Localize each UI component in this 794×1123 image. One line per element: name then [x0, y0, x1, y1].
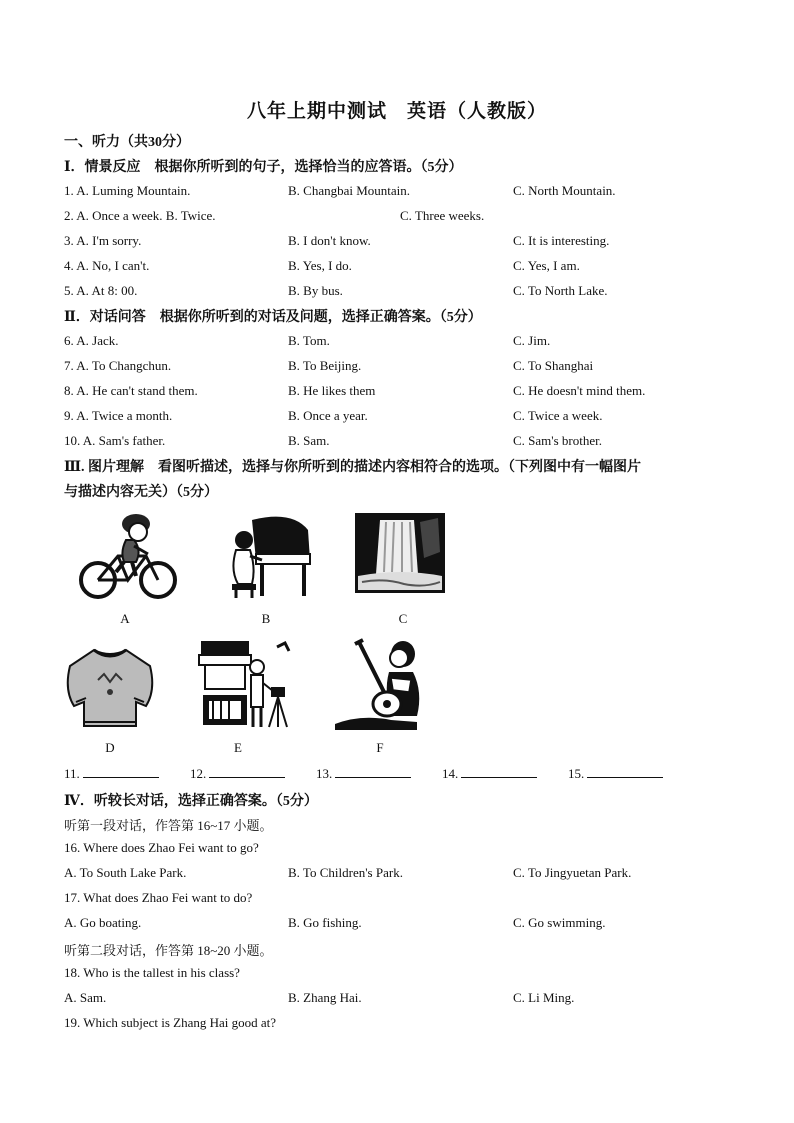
q1-option-b: B. Changbai Mountain.: [288, 183, 411, 198]
picture-label-e: E: [234, 740, 242, 755]
q18-option-a: A. Sam.: [64, 990, 107, 1005]
q7-option-c: C. To Shanghai: [513, 358, 594, 373]
section-listening-heading: 一、听力（共30分）: [64, 135, 190, 150]
picture-label-b: B: [261, 611, 271, 626]
picture-label-d: D: [105, 740, 115, 755]
q19-question: 19. Which subject is Zhang Hai good at?: [64, 1015, 277, 1030]
q16-option-b: B. To Children's Park.: [288, 865, 403, 880]
q9-option-c: C. Twice a week.: [513, 408, 603, 423]
q10-option-c: C. Sam's brother.: [513, 433, 603, 448]
q4-option-c: C. Yes, I am.: [513, 258, 580, 273]
q10-option-b: B. Sam.: [288, 433, 330, 448]
blank-11-line[interactable]: [83, 765, 159, 778]
picture-label-a: A: [120, 611, 130, 626]
q2-option-a: 2. A. Once a week. B. Twice.: [64, 208, 216, 223]
blank-14[interactable]: [442, 765, 537, 782]
q7-option-b: B. To Beijing.: [288, 358, 362, 373]
blank-14-number: 14.: [442, 766, 459, 781]
q8-option-a: 8. A. He can't stand them.: [64, 383, 198, 398]
cyclist-icon: [76, 510, 180, 602]
part4-heading: Ⅳ．听较长对话，选择正确答案。（5分）: [64, 794, 318, 809]
sweater-icon: [64, 644, 156, 730]
q16-question: 16. Where does Zhao Fei want to go?: [64, 840, 259, 855]
q1-option-a: 1. A. Luming Mountain.: [64, 183, 191, 198]
part3-heading-line2: 与描述内容无关）（5分）: [64, 485, 218, 500]
pianist-icon: [222, 510, 314, 600]
q4-option-a: 4. A. No, I can't.: [64, 258, 150, 273]
page-title: 八年上期中测试 英语（人教版）: [246, 101, 547, 122]
q2-option-c: C. Three weeks.: [400, 208, 485, 223]
q4-option-b: B. Yes, I do.: [288, 258, 352, 273]
q6-option-b: B. Tom.: [288, 333, 330, 348]
q17-option-b: B. Go fishing.: [288, 915, 362, 930]
q3-option-b: B. I don't know.: [288, 233, 371, 248]
q17-option-c: C. Go swimming.: [513, 915, 606, 930]
q6-option-c: C. Jim.: [513, 333, 551, 348]
q16-option-a: A. To South Lake Park.: [64, 865, 187, 880]
q17-question: 17. What does Zhao Fei want to do?: [64, 890, 253, 905]
picture-label-c: C: [398, 611, 408, 626]
blank-12[interactable]: [190, 765, 285, 782]
blank-15-line[interactable]: [587, 765, 663, 778]
waterfall-icon: [354, 512, 446, 594]
q18-question: 18. Who is the tallest in his class?: [64, 965, 240, 980]
q18-option-c: C. Li Ming.: [513, 990, 575, 1005]
q3-option-a: 3. A. I'm sorry.: [64, 233, 142, 248]
q5-option-a: 5. A. At 8: 00.: [64, 283, 138, 298]
blank-11-number: 11.: [64, 766, 80, 781]
dialogue1-intro: 听第一段对话，作答第 16~17 小题。: [64, 818, 273, 833]
q6-option-a: 6. A. Jack.: [64, 333, 119, 348]
q1-option-c: C. North Mountain.: [513, 183, 616, 198]
blank-13-line[interactable]: [335, 765, 411, 778]
q16-option-c: C. To Jingyuetan Park.: [513, 865, 632, 880]
part3-heading-line1: Ⅲ. 图片理解 看图听描述，选择与你所听到的描述内容相符合的选项。（下列图中有一幅图片: [64, 460, 642, 475]
dialogue2-intro: 听第二段对话，作答第 18~20 小题。: [64, 943, 273, 958]
blank-12-line[interactable]: [209, 765, 285, 778]
picture-label-f: F: [376, 740, 384, 755]
q17-option-a: A. Go boating.: [64, 915, 142, 930]
blank-15-number: 15.: [568, 766, 585, 781]
q9-option-a: 9. A. Twice a month.: [64, 408, 173, 423]
guitarist-icon: [331, 638, 427, 732]
blank-13[interactable]: [316, 765, 411, 782]
photographer-icon: [195, 637, 295, 731]
q9-option-b: B. Once a year.: [288, 408, 368, 423]
q5-option-c: C. To North Lake.: [513, 283, 608, 298]
blank-12-number: 12.: [190, 766, 207, 781]
q7-option-a: 7. A. To Changchun.: [64, 358, 172, 373]
part2-heading: Ⅱ．对话问答 根据你所听到的对话及问题，选择正确答案。（5分）: [64, 310, 482, 325]
q3-option-c: C. It is interesting.: [513, 233, 610, 248]
q8-option-c: C. He doesn't mind them.: [513, 383, 646, 398]
part1-heading: Ⅰ．情景反应 根据你所听到的句子，选择恰当的应答语。（5分）: [64, 160, 463, 175]
blank-15[interactable]: [568, 765, 663, 782]
q5-option-b: B. By bus.: [288, 283, 343, 298]
q18-option-b: B. Zhang Hai.: [288, 990, 362, 1005]
blank-14-line[interactable]: [461, 765, 537, 778]
q10-option-a: 10. A. Sam's father.: [64, 433, 166, 448]
blank-11[interactable]: [64, 765, 159, 782]
blank-13-number: 13.: [316, 766, 333, 781]
q8-option-b: B. He likes them: [288, 383, 376, 398]
